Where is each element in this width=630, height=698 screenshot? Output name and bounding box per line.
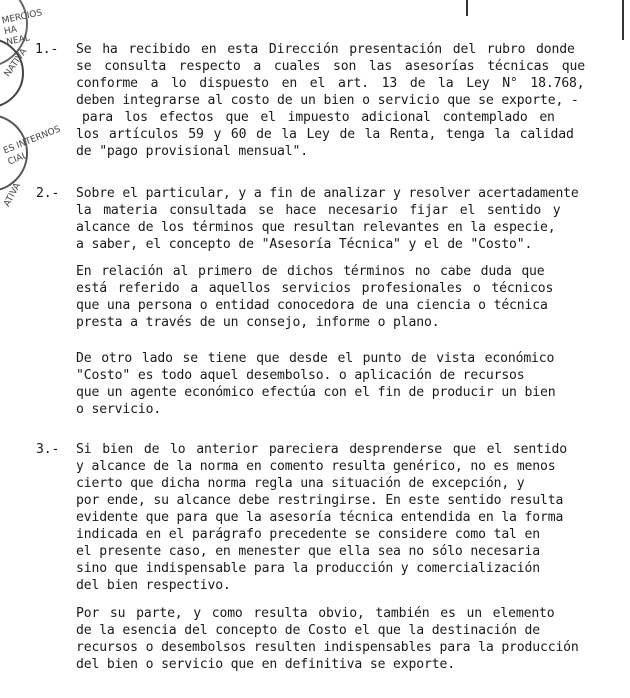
- para2-sub1-line: En relación al primero de dichos términos no cabe duda que: [76, 264, 545, 279]
- para3-line: por ende, su alcance debe restringirse. En este sentido resulta: [76, 493, 564, 508]
- para3-line: del bien respectivo.: [76, 578, 231, 593]
- para2-line: Sobre el particular, y a fin de analizar y resolver acertadamente: [76, 186, 579, 201]
- para1-line: conforme a lo dispuesto en el art. 13 de la Ley N° 18.768,: [76, 76, 585, 91]
- para2-sub1-line: presta a través de un consejo, informe o plano.: [76, 315, 440, 330]
- para2-line: a saber, el concepto de "Asesoría Técnica" y el de "Costo".: [76, 237, 533, 252]
- edge-mark-top: [466, 0, 468, 16]
- para3-line: evidente que para que la asesoría técnica entendida en la forma: [76, 510, 564, 525]
- para3-number: 3.-: [36, 442, 60, 457]
- para2-sub2-line: De otro lado se tiene que desde el punto de vista económico: [76, 351, 555, 366]
- para3-line: sino que indispensable para la producción y comercialización: [76, 561, 540, 576]
- para2-sub2-line: o servicio.: [76, 402, 162, 417]
- para1-number: 1.-: [35, 42, 59, 57]
- para3-line: el presente caso, en menester que ella sea no sólo necesaria: [76, 544, 540, 559]
- para1-line: para los efectos que el impuesto adicional contemplado en: [82, 110, 555, 125]
- para1-line: los artículos 59 y 60 de la Ley de la Renta, tenga la calidad: [76, 127, 574, 142]
- para2-sub1-line: está referido a aquellos servicios profesionales o técnicos: [76, 281, 554, 296]
- para2-sub1-line: que una persona o entidad conocedora de una ciencia o técnica: [76, 298, 548, 313]
- para1-line: Se ha recibido en esta Dirección presentación del rubro donde: [76, 42, 575, 57]
- stamp-bottom-text: ATIVA: [2, 181, 24, 209]
- para1-line: se consulta respecto a cuales son las asesorías técnicas que: [76, 59, 585, 74]
- para3-sub1-line: Por su parte, y como resulta obvio, también es un elemento: [76, 606, 555, 621]
- para3-line: cierto que dicha norma regla una situación de excepción, y: [76, 476, 525, 491]
- edge-mark-right: [622, 0, 624, 40]
- para2-number: 2.-: [36, 186, 60, 201]
- para2-line: la materia consultada se hace necesario fijar el sentido y: [76, 203, 561, 218]
- para3-line: y alcance de la norma en comento resulta genérico, no es menos: [76, 459, 556, 474]
- para3-line: indicada en el parágrafo precedente se considere como tal en: [76, 527, 540, 542]
- para2-line: alcance de los términos que resultan relevantes en la especie,: [76, 220, 556, 235]
- stamp-top-text: MERCIOS HA NEAL: [1, 8, 44, 48]
- stamp-mid-text: NATIVA: [2, 46, 30, 80]
- para2-sub2-line: que un agente económico efectúa con el fin de producir un bien: [76, 385, 556, 400]
- para3-sub1-line: del bien o servicio que en definitiva se exporte.: [76, 657, 455, 672]
- para1-line: de "pago provisional mensual".: [76, 144, 308, 159]
- para3-sub1-line: de la esencia del concepto de Costo el que la destinación de: [76, 623, 540, 638]
- para3-line: Si bien de lo anterior pareciera desprenderse que el sentido: [76, 442, 567, 457]
- para2-sub2-line: "Costo" es todo aquel desembolso. o aplicación de recursos: [76, 368, 525, 383]
- para1-line: deben integrarse al costo de un bien o servicio que se exporte, -: [76, 93, 579, 108]
- para3-sub1-line: recursos o desembolsos resulten indispensables para la producción: [76, 640, 579, 655]
- stamp-lower-text: ES INTERNOS CIAL: [2, 124, 63, 168]
